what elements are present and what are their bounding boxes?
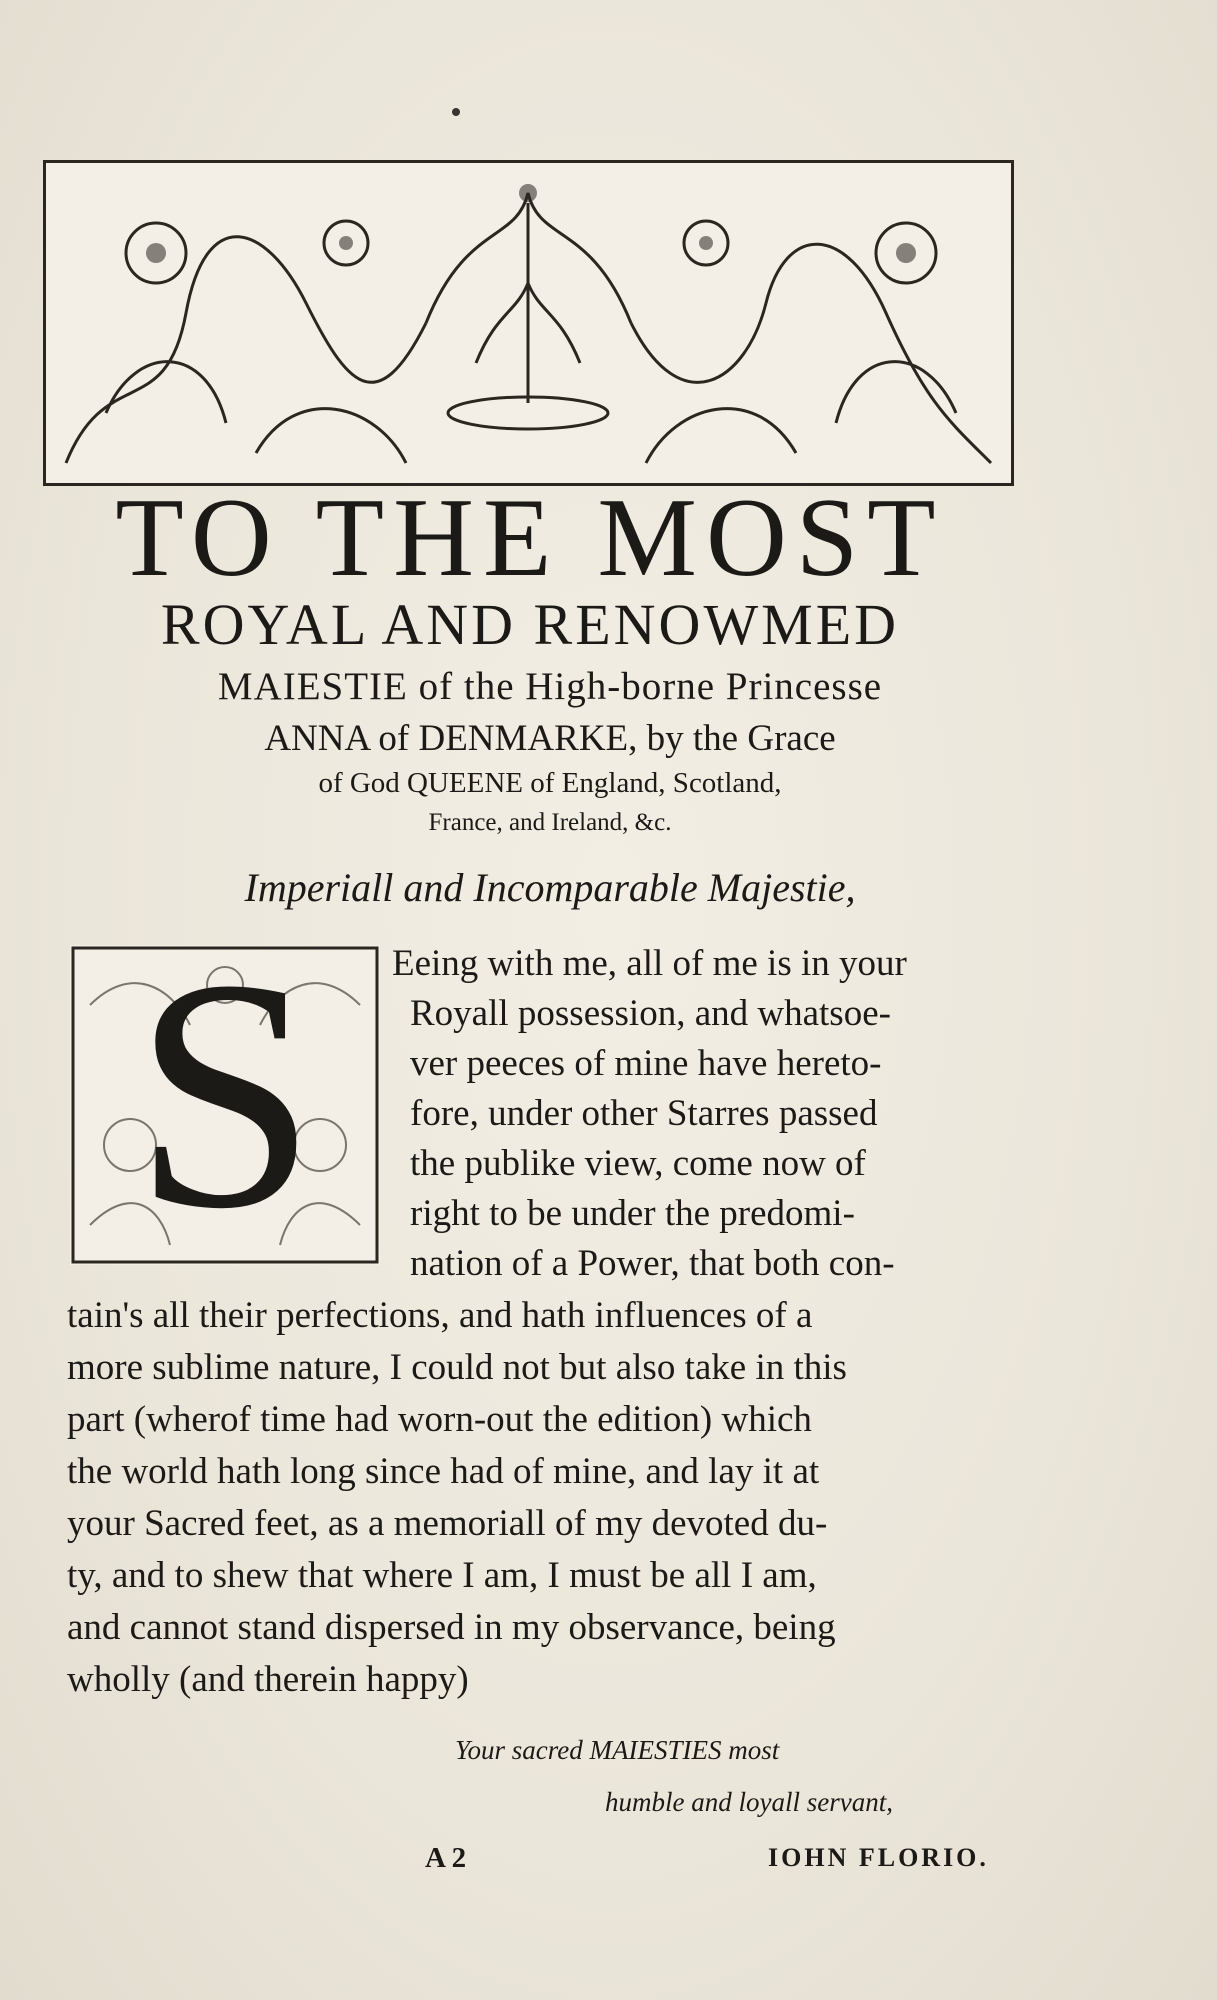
body-line: ty, and to shew that where I am, I must be all I am, — [67, 1555, 817, 1596]
body-line: and cannot stand dispersed in my observance, being — [67, 1607, 836, 1648]
salutation: Imperiall and Incomparable Majestie, — [244, 865, 856, 910]
body-line: fore, under other Starres passed — [410, 1093, 878, 1134]
body-line: the world hath long since had of mine, and lay it at — [67, 1451, 820, 1492]
signature-line-2: humble and loyall servant, — [605, 1787, 893, 1817]
ornamental-headpiece — [43, 160, 1014, 486]
signature-line-1: Your sacred MAIESTIES most — [455, 1735, 780, 1765]
title-line-4: ANNA of DENMARKE, by the Grace — [264, 718, 836, 759]
body-line: ver peeces of mine have hereto- — [410, 1043, 882, 1084]
body-line: Royall possession, and whatsoe- — [410, 993, 891, 1034]
title-line-5: of God QUEENE of England, Scotland, — [318, 767, 782, 799]
initial-letter: S — [133, 912, 317, 1277]
body-line: Eeing with me, all of me is in your — [392, 943, 907, 984]
signature-mark: A 2 — [425, 1842, 467, 1874]
decorated-initial — [70, 912, 380, 1277]
title-line-3: MAIESTIE of the High-borne Princesse — [217, 665, 883, 708]
body-line: more sublime nature, I could not but also take in this — [67, 1347, 847, 1388]
body-line: the publike view, come now of — [410, 1143, 866, 1184]
title-line-6: France, and Ireland, &c. — [428, 809, 672, 836]
title-line-1: TO THE MOST — [115, 476, 945, 600]
body-line: wholly (and therein happy) — [67, 1659, 469, 1700]
body-line: right to be under the predomi- — [410, 1193, 855, 1234]
body-line: tain's all their perfections, and hath influences of a — [67, 1295, 813, 1336]
title-line-2: ROYAL AND RENOWMED — [160, 592, 900, 657]
body-line: part (wherof time had worn-out the edition) which — [67, 1399, 812, 1440]
page-mark — [452, 108, 460, 116]
body-line: nation of a Power, that both con- — [410, 1243, 895, 1284]
author-name: IOHN FLORIO. — [768, 1843, 989, 1872]
body-line: your Sacred feet, as a memoriall of my devoted du- — [67, 1503, 828, 1544]
